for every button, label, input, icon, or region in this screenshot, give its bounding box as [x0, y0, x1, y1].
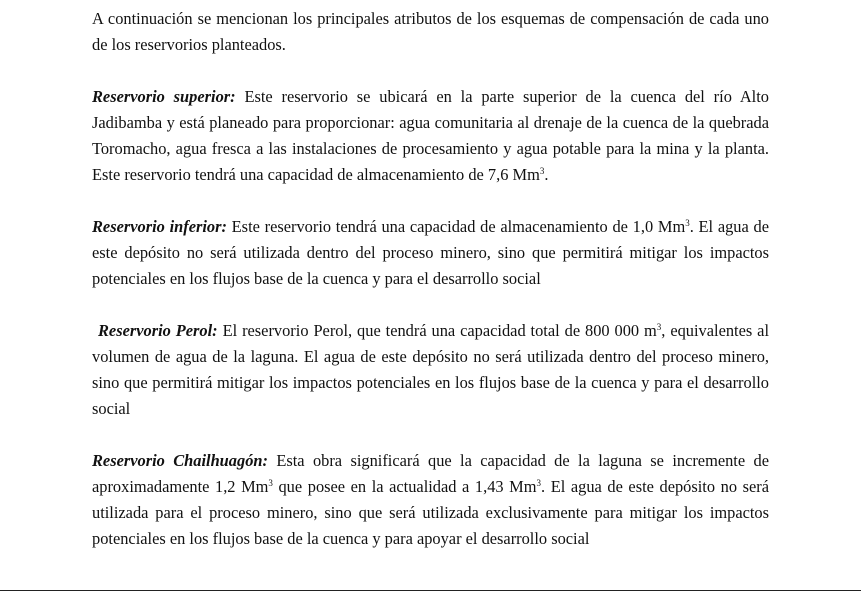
- text-reservorio-chailhuagon: Esta obra significará que la capacidad de la laguna se incremente de aproximadamente 1,2 Mm: [92, 451, 769, 496]
- text-reservorio-inferior: Este reservorio tendrá una capacidad de almacenamiento de 1,0 Mm: [231, 217, 686, 236]
- superscript: 3: [656, 322, 662, 332]
- heading-reservorio-perol: Reservorio Perol:: [98, 321, 218, 340]
- text-reservorio-perol: El reservorio Perol, que tendrá una capacidad total de 800 000 m: [222, 321, 657, 340]
- paragraph-reservorio-chailhuagon: [92, 448, 769, 552]
- superscript: 3: [268, 478, 273, 488]
- superscript: 3: [539, 166, 545, 176]
- superscript: 3: [685, 218, 690, 228]
- heading-reservorio-superior: Reservorio superior:: [92, 87, 236, 106]
- intro-paragraph: A continuación se mencionan los principales atributos de los esquemas de compensación de cada uno de los reservorios planteados.: [92, 9, 769, 54]
- text-reservorio-inferior-end: . El agua de este depósito no será utilizada dentro del proceso minero, sino que permitirá mitigar los impactos potenciales en los flujos base de la cuenca y para el desarrollo social: [92, 217, 769, 288]
- text-reservorio-superior-end: .: [544, 165, 549, 184]
- paragraph-reservorio-superior: [92, 84, 769, 188]
- heading-reservorio-chailhuagon: Reservorio Chailhuagón:: [92, 451, 268, 470]
- text-reservorio-chailhuagon-end: . El agua de este depósito no será utilizada para el proceso minero, sino que será utilizada exclusivamente para mitigar los impactos potenciales en los flujos base de la cuenca y para apoyar el desarrollo social: [92, 477, 769, 548]
- text-reservorio-superior: Este reservorio se ubicará en la parte superior de la cuenca del río Alto Jadibamba y está planeado para proporcionar: agua comunitaria al drenaje de la cuenca de la quebrada Toromacho, agua fresca a las instalaciones de procesamiento y agua potable para la mina y la planta. Este reservorio tendrá una capacidad de almacenamiento de 7,6 Mm: [92, 87, 769, 184]
- text-reservorio-chailhuagon-mid: que posee en la actualidad a 1,43 Mm: [272, 477, 537, 496]
- heading-reservorio-inferior: Reservorio inferior:: [92, 217, 227, 236]
- paragraph-reservorio-inferior: [92, 214, 769, 292]
- page-footer-rule: [0, 590, 861, 591]
- superscript: 3: [536, 478, 542, 488]
- paragraph-reservorio-perol: [92, 318, 769, 422]
- text-reservorio-perol-end: , equivalentes al volumen de agua de la laguna. El agua de este depósito no será utilizada dentro del proceso minero, sino que permitirá mitigar los impactos potenciales en los flujos base de la cuenca y para el desarrollo social: [92, 321, 769, 418]
- document-body: [92, 6, 769, 552]
